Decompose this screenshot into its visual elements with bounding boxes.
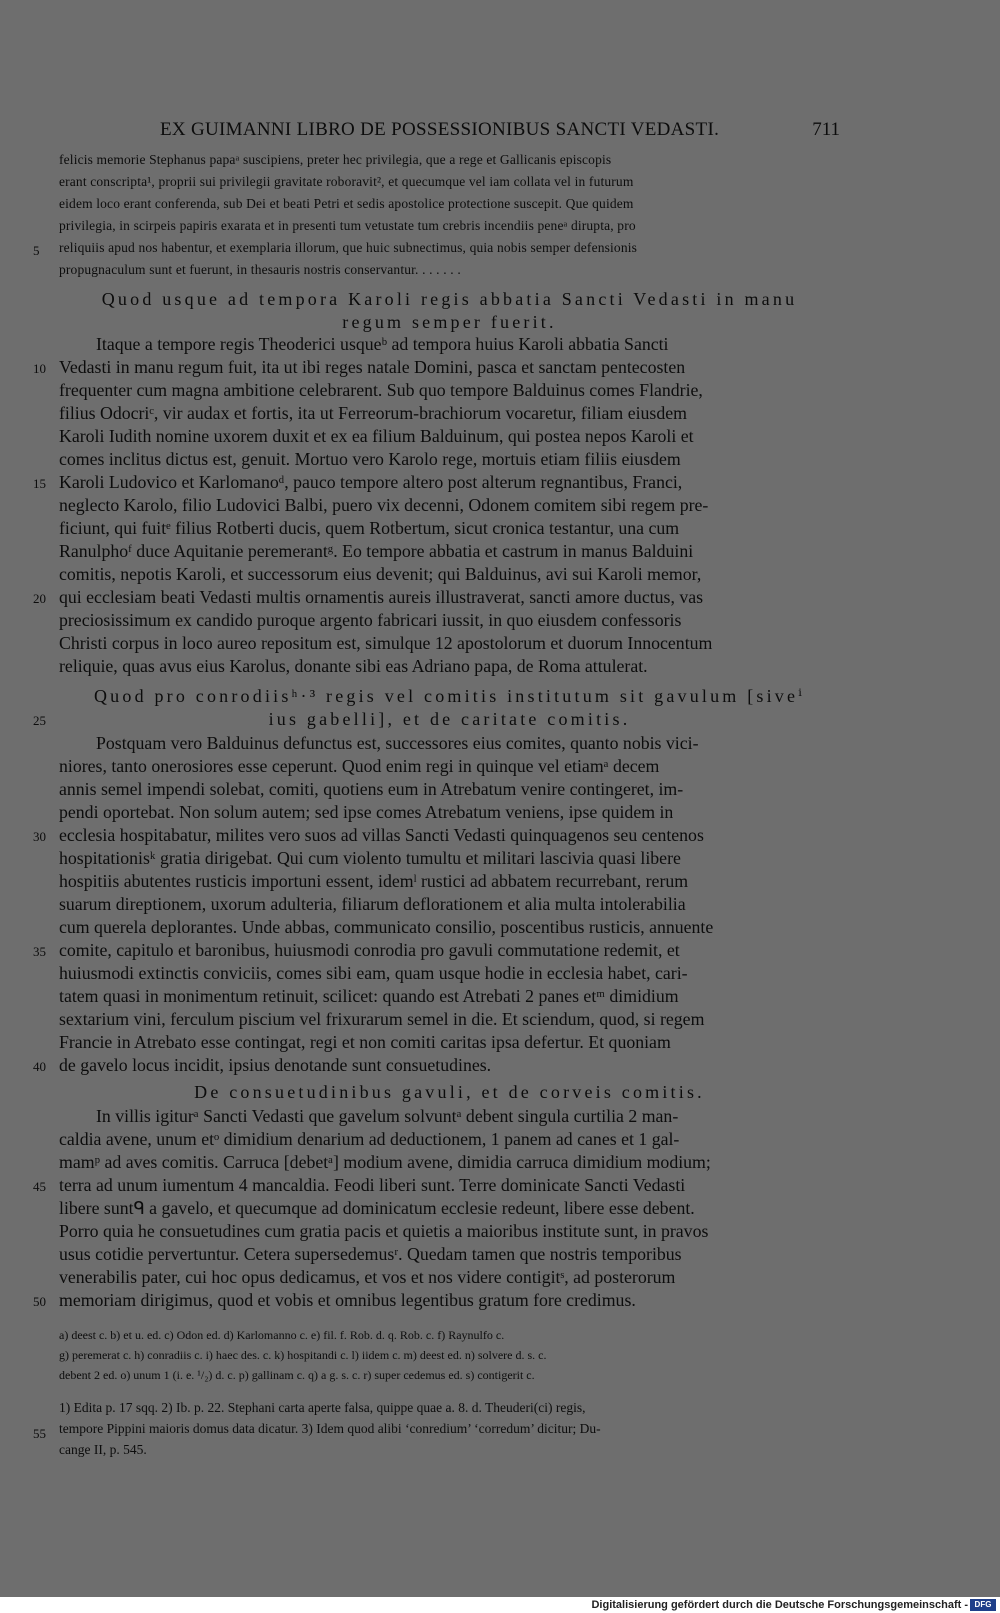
digitization-footer [0, 1597, 1000, 1613]
line-number: 30 [33, 829, 46, 844]
running-header [160, 119, 840, 143]
line-number: 40 [33, 1059, 46, 1074]
line-number: 20 [33, 591, 46, 606]
text-line: comes inclitus dictus est, genuit. Mortuo vero Karolo rege, mortuis etiam filiis eiusdem [59, 449, 681, 469]
text-line: preciosissimum ex candido puroque argento fabricari iussit, in quo eiusdem confessoris [59, 610, 682, 630]
dfg-logo: DFG [970, 1599, 996, 1611]
apparatus-line: g) peremerat c. h) conradiis c. i) haec des. c. k) hospitandi c. l) iidem c. m) deest ed. n) solvere d. s. c. [59, 1348, 547, 1362]
text-line: Christi corpus in loco aureo repositum est, simulque 12 apostolorum et duorum Innocentum [59, 633, 713, 653]
intro-line: eidem loco erant conferenda, sub Dei et beati Petri et sedis apostolice protectione suscepit. Que quidem [59, 196, 634, 211]
text-line: suarum direptionem, uxorum adulteria, filiarum deflorationem et alia multa intolerabilia [59, 894, 686, 914]
text-line: huiusmodi extinctis conviciis, comes sibi eam, quam usque hodie in ecclesia habet, cari- [59, 963, 688, 983]
intro-line: propugnaculum sunt et fuerunt, in thesauris nostris conservantur. . . . . . . [59, 262, 461, 277]
text-line: niores, tanto onerosiores esse ceperunt. Quod enim regi in quinque vel etiamᵃ decem [59, 756, 660, 776]
text-line: neglecto Karolo, filio Ludovici Balbi, puero vix decenni, Odonem comitem sibi regem pre- [59, 495, 709, 515]
section-heading: ius gabelli], et de caritate comitis. [268, 709, 631, 729]
footnote-line: cange II, p. 545. [59, 1442, 147, 1457]
section-heading: De consuetudinibus gavuli, et de corveis comitis. [194, 1082, 705, 1102]
line-number: 5 [33, 243, 40, 258]
text-line: filius Odocriᶜ, vir audax et fortis, ita ut Ferreorum-brachiorum vocaretur, filiam eiusdem [59, 403, 687, 423]
text-line: terra ad unum iumentum 4 mancaldia. Feodi liberi sunt. Terre dominicate Sancti Vedasti [59, 1175, 686, 1195]
footnote-line: 1) Edita p. 17 sqq. 2) Ib. p. 22. Stephani carta aperte falsa, quippe quae a. 8. d. Theuderi(ci) regis, [59, 1400, 586, 1415]
text-line: pendi oportebat. Non solum autem; sed ipse comes Atrebatum veniens, ipse quidem in [59, 802, 674, 822]
intro-line: reliquiis apud nos habentur, et exemplaria illorum, que huic subnectimus, quia nobis semper defensionis [59, 240, 638, 255]
text-line: Itaque a tempore regis Theoderici usqueᵇ ad tempora huius Karoli abbatia Sancti [96, 334, 669, 354]
text-line: caldia avene, unum etᵒ dimidium denarium ad deductionem, 1 panem ad canes et 1 gal- [59, 1129, 680, 1149]
footnote-line: tempore Pippini maioris domus data dicatur. 3) Idem quod alibi ‘conredium’ ‘corredum’ dicitur; Du- [59, 1421, 601, 1436]
text-line: Vedasti in manu regum fuit, ita ut ibi reges natale Domini, pasca et sanctam pentecosten [59, 357, 686, 377]
page-number: 711 [812, 119, 840, 140]
text-line: Karoli Iudith nomine uxorem duxit et ex ea filium Balduinum, qui postea nepos Karoli et [59, 426, 694, 446]
line-number: 50 [33, 1294, 46, 1309]
running-title: EX GUIMANNI LIBRO DE POSSESSIONIBUS SANCTI VEDASTI. [160, 119, 720, 140]
text-line: libere suntᑫ a gavelo, et quecumque ad dominicatum ecclesie redeunt, libere esse debent. [59, 1198, 695, 1218]
intro-line: privilegia, in scirpeis papiris exarata et in presenti tum vetustate tum crebris incendiis peneᵃ dirupta, pro [59, 218, 636, 233]
intro-line: felicis memorie Stephanus papaᵃ suscipiens, preter hec privilegia, que a rege et Gallicanis episcopis [59, 152, 612, 167]
text-line: sextarium vini, ferculum piscium vel frixurarum semel in die. Et sciendum, quod, si regem [59, 1009, 705, 1029]
text-line: comite, capitulo et baronibus, huiusmodi conrodia pro gavuli commutatione redemit, et [59, 940, 680, 960]
line-number: 10 [33, 361, 46, 376]
apparatus-line: debent 2 ed. o) unum 1 (i. e. ¹/₂) d. c. p) gallinam c. q) a g. s. c. r) super cedemus ed. s) contigerit c. [59, 1368, 535, 1382]
section-heading: Quod pro conrodiisʰ·³ regis vel comitis institutum sit gavulum [siveⁱ [93, 686, 806, 706]
funding-credit: Digitalisierung gefördert durch die Deutsche Forschungsgemeinschaft - [591, 1599, 968, 1611]
text-line: Ranulphoᶠ duce Aquitanie peremerantᵍ. Eo tempore abbatia et castrum in manus Balduini [59, 541, 694, 561]
text-line: qui ecclesiam beati Vedasti multis ornamentis aureis illustraverat, sancti amore ductus, vas [59, 587, 704, 607]
line-number: 25 [33, 713, 46, 728]
text-line: mamᵖ ad aves comitis. Carruca [debetᵃ] modium avene, dimidia carruca dimidium modium; [59, 1152, 711, 1172]
apparatus-line: a) deest c. b) et u. ed. c) Odon ed. d) Karlomanno c. e) fil. f. Rob. d. q. Rob. c. f) Raynulfo c. [59, 1328, 505, 1342]
section-heading: Quod usque ad tempora Karoli regis abbatia Sancti Vedasti in manu [101, 289, 798, 309]
intro-line: erant conscripta¹, proprii sui privilegii gravitate roboravit², et quecumque vel iam collata vel in futurum [59, 174, 634, 189]
text-line: memoriam dirigimus, quod et vobis et omnibus legentibus gratum fore credimus. [59, 1290, 636, 1310]
text-line: tatem quasi in monimentum retinuit, scilicet: quando est Atrebati 2 panes etᵐ dimidium [59, 986, 679, 1006]
text-line: In villis igiturᵃ Sancti Vedasti que gavelum solvuntᵃ debent singula curtilia 2 man- [96, 1106, 679, 1126]
text-line: frequenter cum magna ambitione celebrarent. Sub quo tempore Balduinus comes Flandrie, [59, 380, 703, 400]
text-line: Karoli Ludovico et Karlomanoᵈ, pauco tempore altero post alterum regnantibus, Franci, [59, 472, 683, 492]
text-line: Postquam vero Balduinus defunctus est, successores eius comites, quanto nobis vici- [96, 733, 699, 753]
text-line: venerabilis pater, cui hoc opus dedicamus, et vos et nos videre contigitˢ, ad posterorum [59, 1267, 676, 1287]
text-line: reliquie, quas avus eius Karolus, donante sibi eas Adriano papa, de Roma attulerat. [59, 656, 648, 676]
text-line: Francie in Atrebato esse contingat, regi et non comiti caritas ipsa defertur. Et quoniam [59, 1032, 671, 1052]
line-number: 15 [33, 476, 46, 491]
text-line: hospitationisᵏ gratia dirigebat. Qui cum violento tumultu et militari lascivia quasi libere [59, 848, 681, 868]
line-number: 35 [33, 944, 46, 959]
text-line: usus cotidie pervertuntur. Cetera supersedemusʳ. Quedam tamen que nostris temporibus [59, 1244, 682, 1264]
text-line: Porro quia he consuetudines cum gratia pacis et quietis a maioribus institute sunt, in pravos [59, 1221, 709, 1241]
text-line: ficiunt, qui fuitᵉ filius Rotberti ducis, quem Rotbertum, sicut cronica testantur, una cum [59, 518, 680, 538]
text-line: comitis, nepotis Karoli, et successorum eius devenit; qui Balduinus, avi sui Karoli memor, [59, 564, 702, 584]
text-line: annis semel impendi solebat, comiti, quotiens eum in Atrebatum venire contingeret, im- [59, 779, 684, 799]
line-number: 55 [33, 1426, 46, 1441]
text-line: cum querela deplorantes. Unde abbas, communicato consilio, poscentibus rusticis, annuente [59, 917, 714, 937]
line-number: 45 [33, 1179, 46, 1194]
text-line: ecclesia hospitabatur, milites vero suos ad villas Sancti Vedasti quinquagenos seu centenos [59, 825, 704, 845]
text-line: hospitiis abutentes rusticis importuni essent, idemˡ rustici ad abbatem recurrebant, rerum [59, 871, 689, 891]
section-heading: regum semper fuerit. [342, 312, 557, 332]
text-line: de gavelo locus incidit, ipsius denotande sunt consuetudines. [59, 1055, 492, 1075]
